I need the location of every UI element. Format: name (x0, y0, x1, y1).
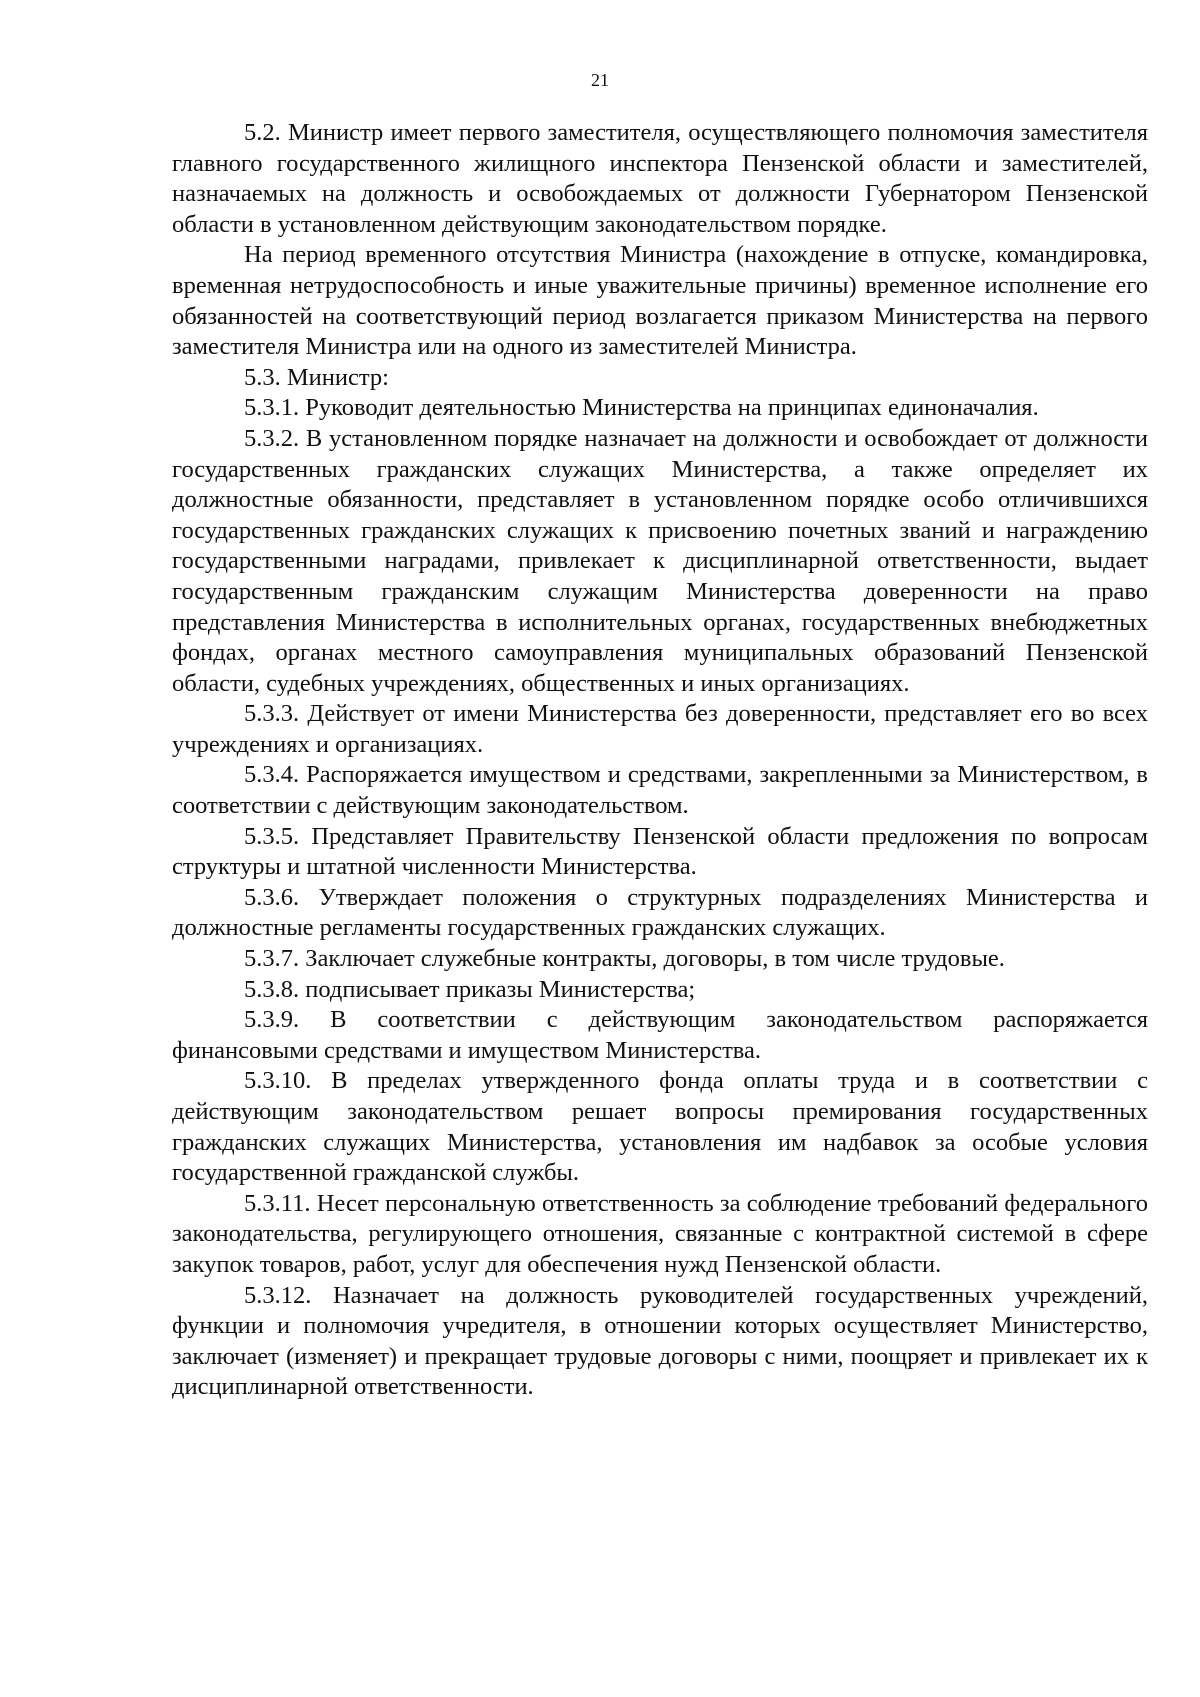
paragraph-5-3-3: 5.3.3. Действует от имени Министерства без доверенности, представляет его во всех учреждениях и организациях. (172, 700, 1148, 758)
paragraph-5-3-1: 5.3.1. Руководит деятельностью Министерства на принципах единоначалия. (244, 394, 1039, 422)
paragraph-5-3-11: 5.3.11. Несет персональную ответственность за соблюдение требований федерального законодательства, регулирующего отношения, связанные с контрактной системой в сфере закупок товаров, работ, услуг для обеспечения нужд Пензенской области. (172, 1189, 1148, 1278)
paragraph-temporary-absence: На период временного отсутствия Министра (нахождение в отпуске, командировка, временная нетрудоспособность и иные уважительные причины) временное исполнение его обязанностей на соответствующий период возлагается приказом Министерства на первого заместителя Министра или на одного из заместителей Министра. (172, 241, 1148, 361)
paragraph-5-2: 5.2. Министр имеет первого заместителя, осуществляющего полномочия заместителя главного государственного жилищного инспектора Пензенской области и заместителей, назначаемых на должность и освобождаемых от должности Губернатором Пензенской области в установленном действующим законодательством порядке. (172, 119, 1148, 238)
paragraph-5-3-9: 5.3.9. В соответствии с действующим законодательством распоряжается финансовыми средствами и имуществом Министерства. (172, 1006, 1148, 1064)
paragraph-5-3-12: 5.3.12. Назначает на должность руководителей государственных учреждений, функции и полномочия учредителя, в отношении которых осуществляет Министерство, заключает (изменяет) и прекращает трудовые договоры с ними, поощряет и привлекает их к дисциплинарной ответственности. (172, 1281, 1148, 1401)
paragraph-5-3-10: 5.3.10. В пределах утвержденного фонда оплаты труда и в соответствии с действующим законодательством решает вопросы премирования государственных гражданских служащих Министерства, установления им надбавок за особые условия государственной гражданской службы. (172, 1067, 1148, 1187)
paragraph-5-3-2: 5.3.2. В установленном порядке назначает на должности и освобождает от должности государственных гражданских служащих Министерства, а также определяет их должностные обязанности, представляет в установленном порядке особо отличившихся государственных гражданских служащих к присвоению почетных званий и награждению государственными наградами, привлекает к дисциплинарной ответственности, выдает государственным гражданским служащим Министерства доверенности на право представления Министерства в исполнительных органах, государственных внебюджетных фондах, органах местного самоуправления муниципальных образований Пензенской области, судебных учреждениях, общественных и иных организациях. (172, 424, 1148, 697)
paragraph-5-3-6: 5.3.6. Утверждает положения о структурных подразделениях Министерства и должностные регламенты государственных гражданских служащих. (172, 883, 1148, 942)
paragraph-5-3: 5.3. Министр: (244, 363, 389, 391)
paragraph-5-3-7: 5.3.7. Заключает служебные контракты, договоры, в том числе трудовые. (244, 945, 1005, 973)
paragraph-5-3-4: 5.3.4. Распоряжается имуществом и средствами, закрепленными за Министерством, в соответствии с действующим законодательством. (172, 761, 1148, 820)
paragraph-5-3-8: 5.3.8. подписывает приказы Министерства; (244, 975, 696, 1003)
page-number: 21 (591, 70, 609, 90)
document-body (172, 118, 1148, 1403)
paragraph-5-3-5: 5.3.5. Представляет Правительству Пензенской области предложения по вопросам структуры и штатной численности Министерства. (172, 822, 1148, 881)
